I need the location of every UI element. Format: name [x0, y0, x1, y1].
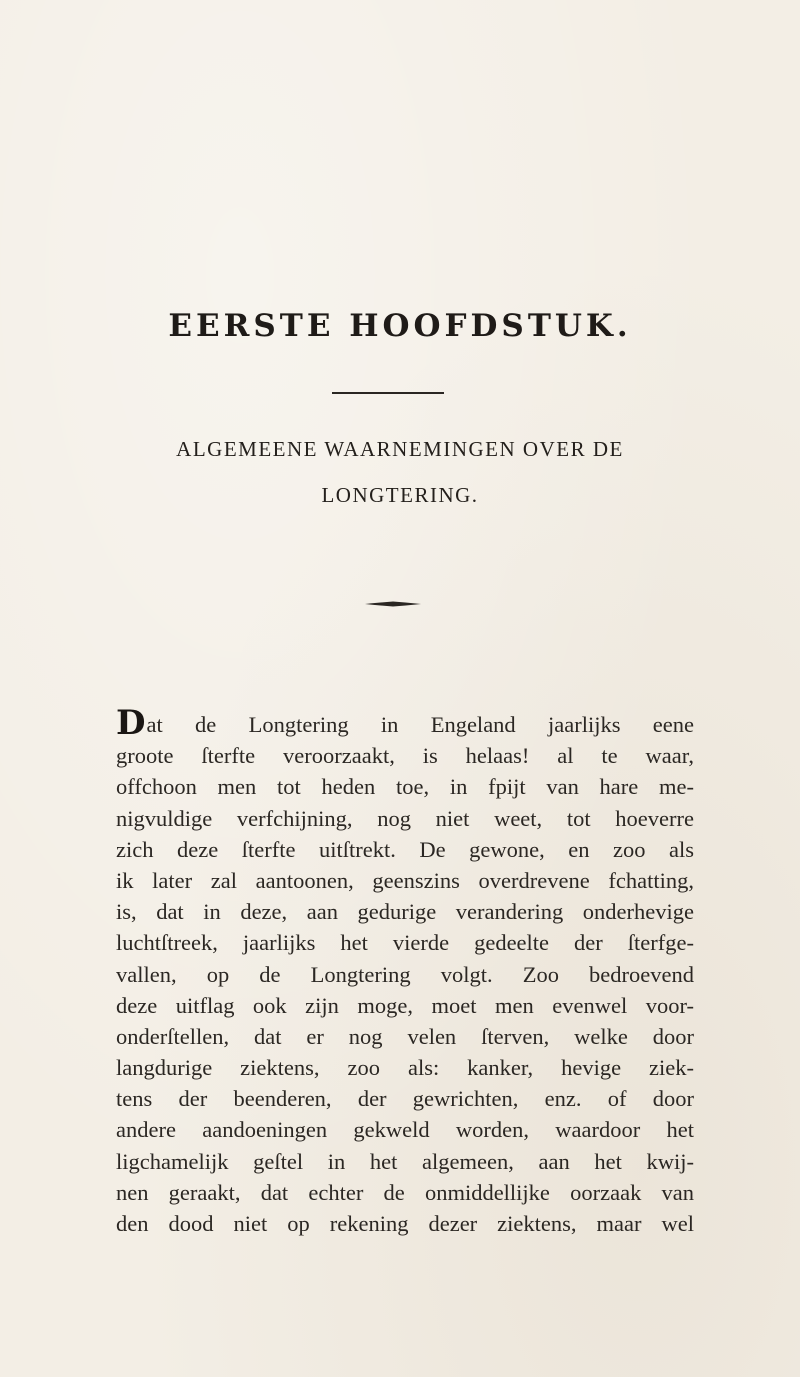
text-line: langdurige ziektens, zoo als: kanker, hevige ziek-	[116, 1055, 694, 1081]
drop-cap: D	[116, 709, 146, 741]
title-rule	[332, 392, 444, 394]
chapter-title: EERSTE HOOFDSTUK.	[168, 308, 632, 344]
text-line: ik later zal aantoonen, geenszins overdrevene fchatting,	[116, 867, 694, 893]
text-line: nen geraakt, dat echter de onmiddellijke oorzaak van	[116, 1179, 694, 1205]
text-line: vallen, op de Longtering volgt. Zoo bedroevend	[116, 961, 694, 987]
text-line: den dood niet op rekening dezer ziektens, maar wel	[116, 1211, 694, 1236]
text-line: ligchamelijk geſtel in het algemeen, aan het kwij-	[116, 1148, 694, 1174]
text-line	[116, 709, 694, 740]
text-line-content: at de Longtering in Engeland jaarlijks eene	[146, 712, 694, 737]
ornament-divider	[365, 600, 421, 608]
text-line: onderſtellen, dat er nog velen ſterven, welke door	[116, 1023, 694, 1049]
text-line: tens der beenderen, der gewrichten, enz. of door	[116, 1086, 694, 1112]
text-line: deze uitflag ook zijn moge, moet men evenwel voor-	[116, 992, 694, 1018]
chapter-subtitle-line-2: LONGTERING.	[321, 483, 479, 507]
text-line: groote ſterfte veroorzaakt, is helaas! al te waar,	[116, 743, 694, 769]
text-line: offchoon men tot heden toe, in fpijt van hare me-	[116, 774, 694, 800]
text-line: zich deze ſterfte uitſtrekt. De gewone, en zoo als	[116, 836, 694, 862]
chapter-subtitle-line-1: ALGEMEENE WAARNEMINGEN OVER DE	[176, 437, 624, 461]
text-line: nigvuldige verfchijning, nog niet weet, tot hoeverre	[116, 805, 694, 831]
body-text	[116, 709, 694, 1239]
text-line: andere aandoeningen gekweld worden, waardoor het	[116, 1117, 694, 1143]
text-line: luchtſtreek, jaarlijks het vierde gedeelte der ſterfge-	[116, 930, 694, 956]
text-line: is, dat in deze, aan gedurige verandering onderhevige	[116, 899, 694, 925]
